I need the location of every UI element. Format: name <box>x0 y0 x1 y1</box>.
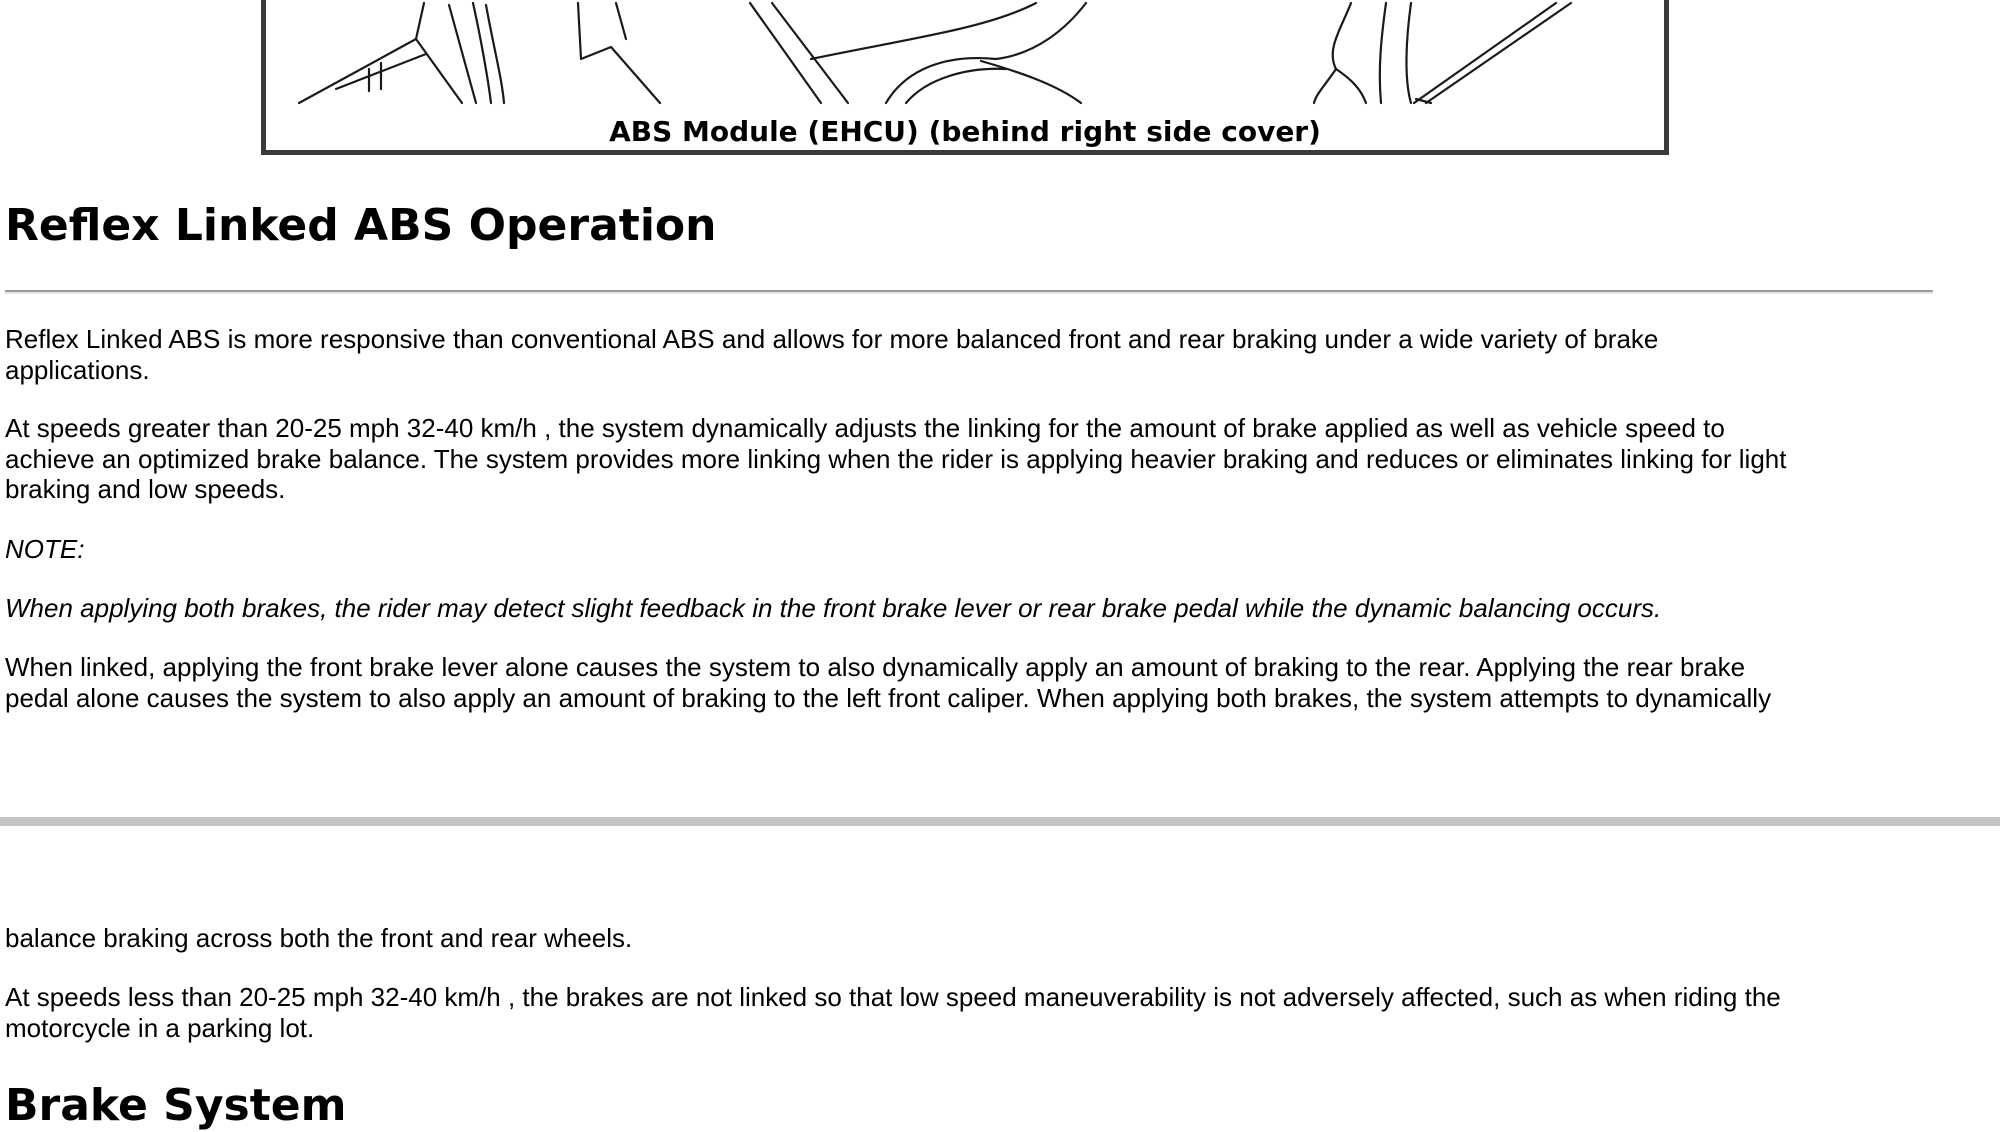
paragraph-low-speed <box>5 982 1955 1043</box>
paragraph-line: When linked, applying the front brake lever alone causes the system to also dynamically apply an amount of braking to the rear. Applying the rear brake <box>5 652 1746 682</box>
paragraph-line: braking and low speeds. <box>5 474 286 504</box>
note-label: NOTE: <box>5 534 85 564</box>
abs-module-illustration <box>266 0 1664 109</box>
paragraph-line: Reflex Linked ABS is more responsive than conventional ABS and allows for more balanced front and rear braking under a wide variety of brake <box>5 324 1659 354</box>
figure-caption: ABS Module (EHCU) (behind right side cover) <box>609 115 1321 148</box>
paragraph-line: balance braking across both the front and rear wheels. <box>5 923 633 953</box>
paragraph-line: achieve an optimized brake balance. The system provides more linking when the rider is applying heavier braking and reduces or eliminates linking for light <box>5 443 1787 474</box>
horizontal-rule <box>5 290 1933 294</box>
paragraph-line: At speeds greater than 20-25 mph 32-40 km/h , the system dynamically adjusts the linking for the amount of brake applied as well as vehicle speed to <box>5 413 1725 443</box>
note-line: When applying both brakes, the rider may detect slight feedback in the front brake lever or rear brake pedal while the dynamic balancing occurs. <box>5 593 1662 623</box>
paragraph-linked-braking-continued <box>5 923 1955 954</box>
paragraph-line: motorcycle in a parking lot. <box>5 1012 315 1043</box>
section-heading-reflex-linked-abs: Reflex Linked ABS Operation <box>5 200 717 251</box>
paragraph-line: pedal alone causes the system to also apply an amount of braking to the left front caliper. When applying both brakes, the system attempts to dynamically <box>5 682 1772 713</box>
paragraph-line: applications. <box>5 354 150 385</box>
paragraph-high-speed <box>5 413 1955 505</box>
paragraph-line: At speeds less than 20-25 mph 32-40 km/h , the brakes are not linked so that low speed maneuverability is not adversely affected, such as when riding the <box>5 982 1781 1012</box>
page-separator <box>0 817 2000 826</box>
figure-frame <box>261 0 1669 155</box>
paragraph-intro <box>5 324 1955 385</box>
paragraph-linked-braking <box>5 652 1955 713</box>
note-text <box>5 593 1955 624</box>
section-heading-brake-system: Brake System <box>5 1080 347 1131</box>
